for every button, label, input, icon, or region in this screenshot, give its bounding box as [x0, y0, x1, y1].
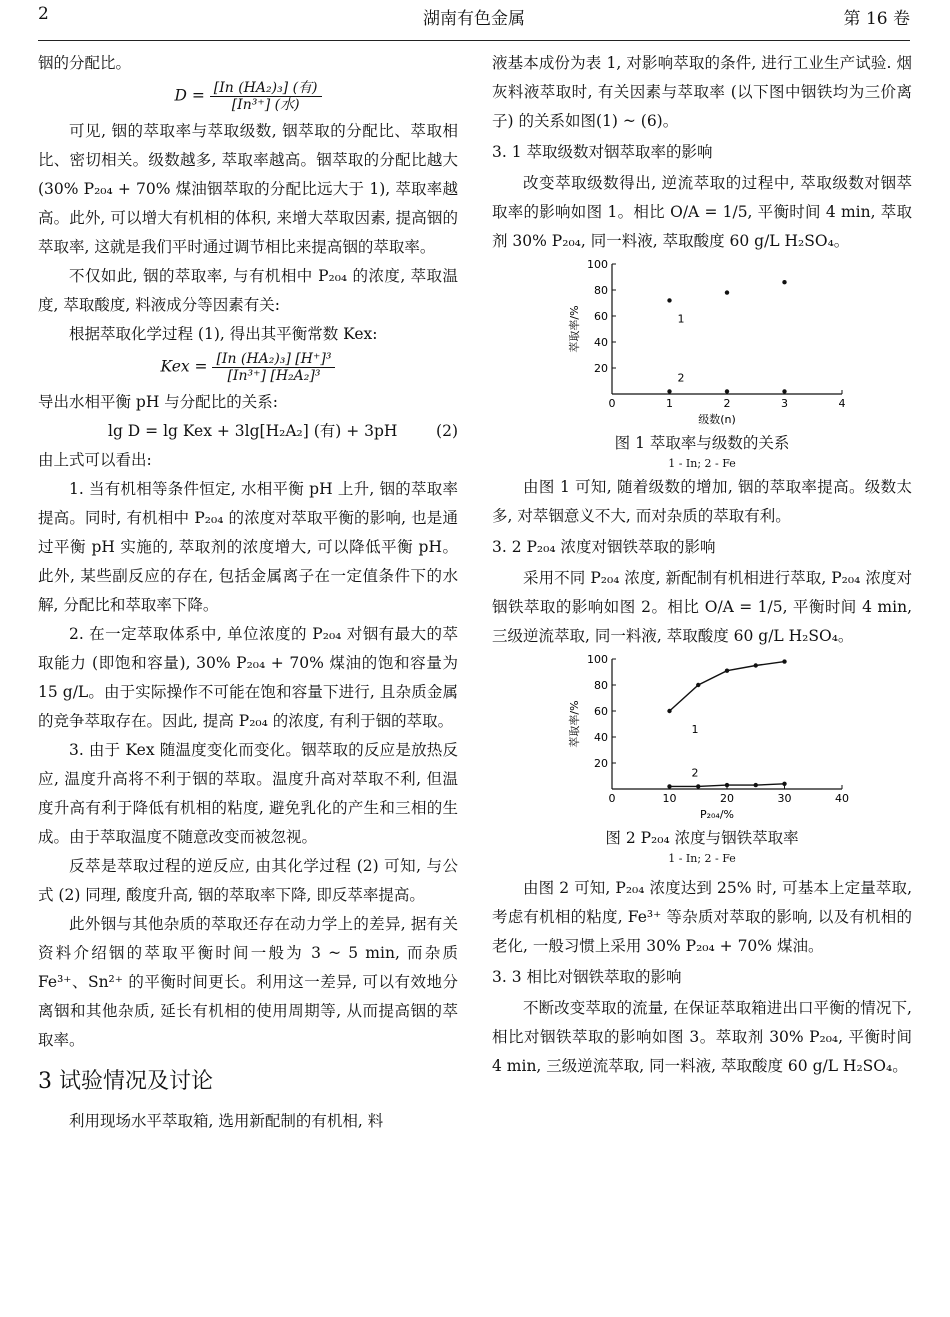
data-point — [725, 389, 729, 393]
y-tick-label: 20 — [594, 362, 608, 375]
figure-legend: 1 - In; 2 - Fe — [668, 852, 736, 865]
volume-label: 第 16 卷 — [843, 9, 910, 29]
paragraph: 由图 2 可知, P₂₀₄ 浓度达到 25% 时, 可基本上定量萃取, 考虑有机相的粘度, Fe³⁺ 等杂质对萃取的影响, 以及有机相的老化, 一般习惯上采用 30% P₂₀₄ + 70% 煤油。 — [492, 879, 912, 955]
x-tick-label: 3 — [781, 397, 788, 410]
paragraph: 导出水相平衡 pH 与分配比的关系: — [38, 393, 279, 411]
paragraph: 1. 当有机相等条件恒定, 水相平衡 pH 上升, 铟的萃取率提高。同时, 有机相中 P₂₀₄ 的浓度对萃取平衡的影响, 也是通过平衡 pH 实施的, 萃取剂的浓度增大, 可以降低平衡 pH。此外, 某些副反应的存在, 包括金属离子在一定值条件下的水解, 分配比和萃取率下降。 — [38, 480, 458, 614]
equation-lgD: lg D = lg Kex + 3lg[H₂A₂] (有) + 3pH (2) — [38, 417, 458, 446]
figure-2 — [492, 651, 912, 868]
series-label: 1 — [677, 312, 685, 326]
paragraph: 液基本成份为表 1, 对影响萃取的条件, 进行工业生产试验. 烟灰料液萃取时, 有关因素与萃取率 (以下图中铟铁均为三价离子) 的关系如图(1) ~ (6)。 — [492, 54, 912, 130]
data-point — [782, 280, 786, 284]
x-tick-label: 20 — [720, 792, 734, 805]
y-tick-label: 40 — [594, 731, 608, 744]
y-axis-label: 萃取率/% — [568, 305, 581, 353]
data-point — [782, 389, 786, 393]
subsection-heading: 3. 3 相比对铟铁萃取的影响 — [492, 968, 682, 986]
paragraph: 根据萃取化学过程 (1), 得出其平衡常数 Kex: — [69, 325, 378, 343]
paragraph: 不仅如此, 铟的萃取率, 与有机相中 P₂₀₄ 的浓度, 萃取温度, 萃取酸度, 料液成分等因素有关: — [38, 267, 458, 314]
page-number: 2 — [38, 4, 49, 24]
paragraph: 此外铟与其他杂质的萃取还存在动力学上的差异, 据有关资料介绍铟的萃取平衡时间一般为 3 ~ 5 min, 而杂质 Fe³⁺、Sn²⁺ 的平衡时间更长。利用这一差异, 可以有效地分离铟和其他杂质, 延长有机相的使用周期等, 从而提高铟的萃取率。 — [38, 915, 458, 1049]
y-tick-label: 60 — [594, 310, 608, 323]
data-point — [696, 784, 700, 788]
chart-1 — [552, 256, 852, 431]
fraction-denominator: [In³⁺] (水) — [231, 97, 300, 113]
data-point — [754, 783, 758, 787]
figure-caption: 图 1 萃取率与级数的关系 — [614, 434, 790, 452]
data-point — [782, 659, 786, 663]
paragraph: 3. 由于 Kex 随温度变化而变化。铟萃取的反应是放热反应, 温度升高将不利于铟的萃取。温度升高对萃取不利, 但温度升高有利于降低有机相的粘度, 避免乳化的产生和三相的生成。由于萃取温度不随意改变而被忽视。 — [38, 741, 458, 846]
y-tick-label: 20 — [594, 757, 608, 770]
x-tick-label: 30 — [777, 792, 792, 805]
figure-caption: 图 2 P₂₀₄ 浓度与铟铁萃取率 — [605, 829, 799, 847]
paragraph: 利用现场水平萃取箱, 选用新配制的有机相, 料 — [69, 1112, 384, 1130]
data-point — [667, 389, 671, 393]
data-point — [725, 669, 729, 673]
x-tick-label: 10 — [662, 792, 677, 805]
fraction-numerator: [In (HA₂)₃] [H⁺]³ — [212, 351, 335, 368]
data-point — [725, 290, 729, 294]
fraction-numerator: [In (HA₂)₃] (有) — [210, 80, 322, 97]
data-point — [754, 663, 758, 667]
data-point — [782, 782, 786, 786]
y-tick-label: 40 — [594, 336, 608, 349]
page-header — [38, 4, 910, 34]
figure-1 — [492, 256, 912, 473]
x-tick-label: 1 — [666, 397, 673, 410]
equation-kex: Kex = $\frac{\text{[In (HA₂)₃] [H⁺]³}}{\text{[In³⁺] [H₂A₂]³}}$ — [38, 351, 458, 384]
x-tick-label: 0 — [608, 397, 616, 410]
x-axis-label: 级数(n) — [698, 413, 736, 426]
x-tick-label: 40 — [835, 792, 849, 805]
left-column — [38, 49, 458, 1136]
equation-number: (2) — [436, 422, 458, 440]
series-label: 1 — [691, 723, 699, 736]
data-point — [667, 709, 671, 713]
data-point — [667, 298, 671, 302]
paragraph: 采用不同 P₂₀₄ 浓度, 新配制有机相进行萃取, P₂₀₄ 浓度对铟铁萃取的影响如图 2。相比 O/A = 1/5, 平衡时间 4 min, 三级逆流萃取, 同一料液, 萃取酸度 60 g/L H₂SO₄。 — [492, 569, 912, 645]
paragraph: 改变萃取级数得出, 逆流萃取的过程中, 萃取级数对铟萃取率的影响如图 1。相比 O/A = 1/5, 平衡时间 4 min, 萃取剂 30% P₂₀₄, 同一料液, 萃取酸度 60 g/L H₂SO₄。 — [492, 174, 912, 250]
x-tick-label: 2 — [723, 397, 731, 410]
chart-2 — [552, 651, 852, 826]
section-heading: 3 试验情况及讨论 — [38, 1069, 213, 1094]
paragraph: 由图 1 可知, 随着级数的增加, 铟的萃取率提高。级数太多, 对萃铟意义不大, 而对杂质的萃取有利。 — [492, 478, 912, 525]
y-axis-label: 萃取率/% — [568, 700, 581, 748]
y-tick-label: 80 — [594, 679, 608, 692]
paragraph: 铟的分配比。 — [38, 54, 132, 72]
y-tick-label: 60 — [594, 705, 608, 718]
subsection-heading: 3. 2 P₂₀₄ 浓度对铟铁萃取的影响 — [492, 538, 716, 556]
x-tick-label: 4 — [838, 397, 846, 410]
data-point — [667, 784, 671, 788]
figure-legend: 1 - In; 2 - Fe — [668, 457, 736, 470]
y-tick-label: 100 — [587, 258, 608, 271]
journal-title: 湖南有色金属 — [423, 9, 525, 29]
x-axis-label: P₂₀₄/% — [699, 808, 735, 821]
paragraph: 反萃是萃取过程的逆反应, 由其化学过程 (2) 可知, 与公式 (2) 同理, 酸度升高, 铟的萃取率下降, 即反萃率提高。 — [38, 857, 458, 904]
y-tick-label: 100 — [587, 653, 608, 666]
paragraph: 2. 在一定萃取体系中, 单位浓度的 P₂₀₄ 对铟有最大的萃取能力 (即饱和容量), 30% P₂₀₄ + 70% 煤油的饱和容量为 15 g/L。由于实际操作不可能在饱和容量下进行, 且杂质金属的竞争萃取存在。因此, 提高 P₂₀₄ 的浓度, 有利于铟的萃取。 — [38, 625, 458, 730]
header-rule — [38, 40, 910, 41]
data-point — [696, 683, 700, 687]
series-label: 2 — [677, 371, 685, 385]
x-tick-label: 0 — [608, 792, 616, 805]
paragraph: 由上式可以看出: — [38, 451, 152, 469]
data-point — [725, 783, 729, 787]
right-column — [492, 49, 912, 1081]
paragraph: 不断改变萃取的流量, 在保证萃取箱进出口平衡的情况下, 相比对铟铁萃取的影响如图 3。萃取剂 30% P₂₀₄, 平衡时间 4 min, 三级逆流萃取, 同一料液, 萃取酸度 60 g/L H₂SO₄。 — [492, 999, 912, 1075]
paragraph: 可见, 铟的萃取率与萃取级数, 铟萃取的分配比、萃取相比、密切相关。级数越多, 萃取率越高。铟萃取的分配比越大 (30% P₂₀₄ + 70% 煤油铟萃取的分配比远大于 1), 萃取率越高。此外, 可以增大有机相的体积, 来增大萃取因素, 提高铟的萃取率, 这就是我们平时通过调节相比来提高铟的萃取率。 — [38, 122, 458, 256]
fraction-denominator: [In³⁺] [H₂A₂]³ — [227, 368, 321, 384]
subsection-heading: 3. 1 萃取级数对铟萃取率的影响 — [492, 143, 713, 161]
equation-distribution-ratio: D = $\frac{\text{[In (HA₂)₃] (有)}}{\text{[In³⁺] (水)}}$ — [38, 80, 458, 113]
series-label: 2 — [691, 766, 699, 780]
y-tick-label: 80 — [594, 284, 608, 297]
